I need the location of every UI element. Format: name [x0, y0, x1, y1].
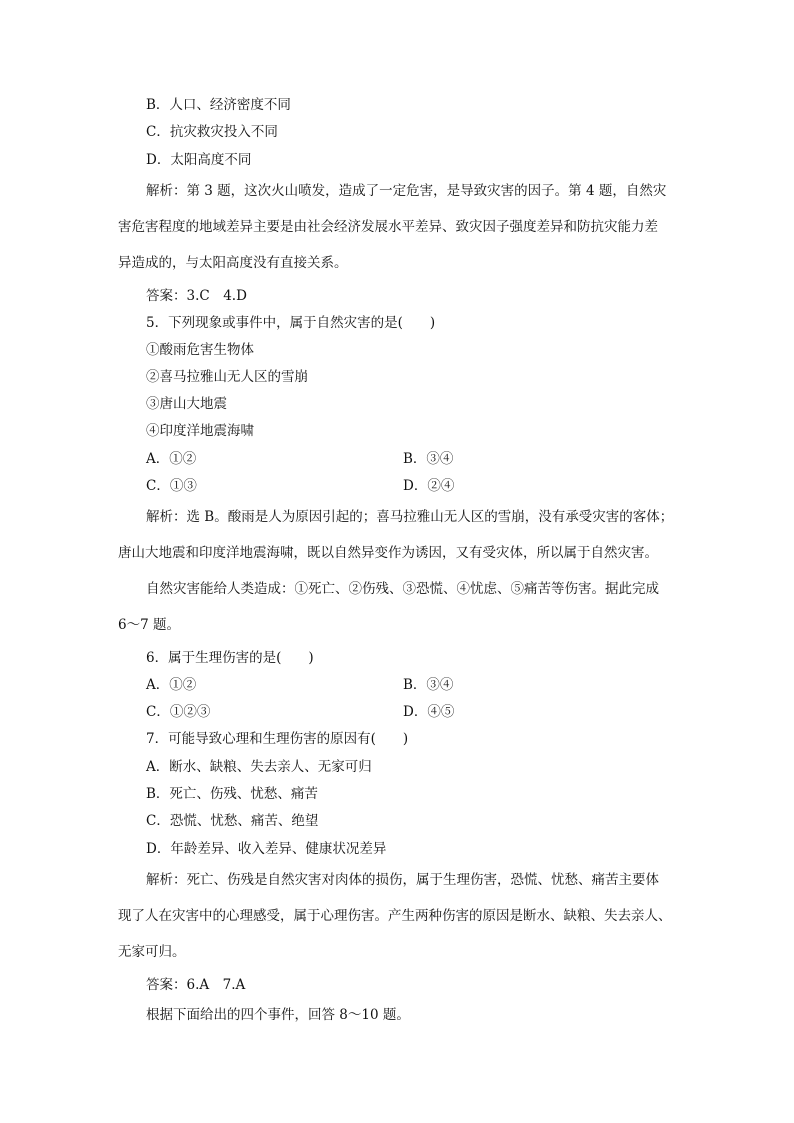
q6-option-a: A．①② [146, 677, 197, 693]
analysis-q6-7-line1: 解析：死亡、伤残是自然灾害对肉体的损伤，属于生理伤害，恐慌、忧愁、痛苦主要体 [146, 872, 659, 888]
analysis-q5-line1: 解析：选 B。酸雨是人为原因引起的；喜马拉雅山无人区的雪崩，没有承受灾害的客体； [146, 509, 674, 525]
q6-option-b: B．③④ [403, 677, 454, 693]
q5-item-4: ④印度洋地震海啸 [146, 423, 254, 439]
q5-item-2: ②喜马拉雅山无人区的雪崩 [146, 369, 308, 385]
q5-option-c: C．①③ [146, 478, 197, 494]
q5-option-a: A．①② [146, 451, 197, 467]
q5-item-1: ①酸雨危害生物体 [146, 342, 254, 358]
q5-item-3: ③唐山大地震 [146, 396, 227, 412]
q5-option-d: D．②④ [403, 478, 455, 494]
q6-option-d: D．④⑤ [403, 704, 455, 720]
analysis-q3-4-line2: 害危害程度的地域差异主要是由社会经济发展水平差异、致灾因子强度差异和防抗灾能力差 [118, 219, 658, 235]
q7-option-b: B．死亡、伤残、忧愁、痛苦 [146, 786, 318, 802]
analysis-q6-7-line3: 无家可归。 [118, 944, 186, 960]
q7-option-a: A．断水、缺粮、失去亲人、无家可归 [146, 759, 372, 775]
answer-q3-4: 答案：3.C 4.D [146, 288, 247, 304]
analysis-q3-4-line3: 异造成的，与太阳高度没有直接关系。 [118, 255, 348, 271]
option-b-q4: B．人口、经济密度不同 [146, 97, 291, 113]
analysis-q6-7-line2: 现了人在灾害中的心理感受，属于心理伤害。产生两种伤害的原因是断水、缺粮、失去亲人、 [118, 908, 672, 924]
option-c-q4: C．抗灾救灾投入不同 [146, 124, 278, 140]
material-intro-line2: 6～7 题。 [118, 617, 180, 633]
q6-option-c: C．①②③ [146, 704, 211, 720]
q5-option-b: B．③④ [403, 451, 454, 467]
question-7: 7．可能导致心理和生理伤害的原因有( ) [146, 731, 409, 747]
question-5: 5．下列现象或事件中，属于自然灾害的是( ) [146, 315, 436, 331]
q7-option-d: D．年龄差异、收入差异、健康状况差异 [146, 841, 387, 857]
q7-option-c: C．恐慌、忧愁、痛苦、绝望 [146, 813, 319, 829]
material-intro-q8-10: 根据下面给出的四个事件，回答 8～10 题。 [146, 1007, 410, 1023]
analysis-q3-4-line1: 解析：第 3 题，这次火山喷发，造成了一定危害，是导致灾害的因子。第 4 题，自然灾 [146, 183, 667, 199]
analysis-q5-line2: 唐山大地震和印度洋地震海啸，既以自然异变作为诱因，又有受灾体，所以属于自然灾害。 [118, 545, 658, 561]
material-intro-line1: 自然灾害能给人类造成：①死亡、②伤残、③恐慌、④忧虑、⑤痛苦等伤害。据此完成 [146, 581, 659, 597]
question-6: 6．属于生理伤害的是( ) [146, 650, 314, 666]
answer-q6-7: 答案：6.A 7.A [146, 977, 246, 993]
option-d-q4: D．太阳高度不同 [146, 152, 252, 168]
